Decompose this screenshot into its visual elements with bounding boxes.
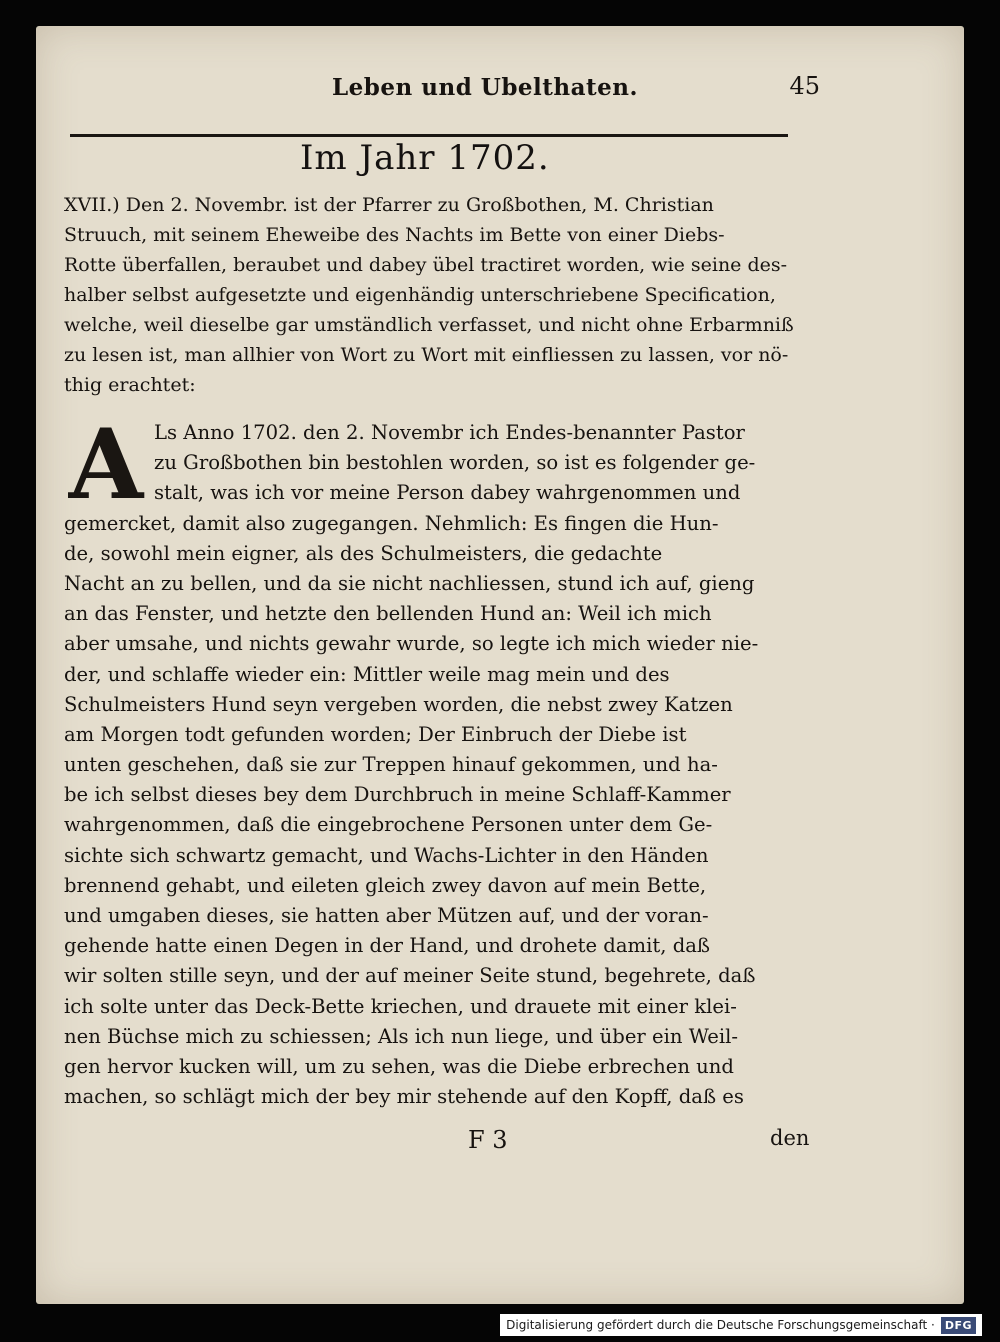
drop-cap: A <box>68 408 144 521</box>
text-line: be ich selbst dieses bey dem Durchbruch in meine Schlaff-Kammer <box>64 783 731 807</box>
text-line: und umgaben dieses, sie hatten aber Mützen auf, und der voran- <box>64 904 709 927</box>
text-line: gen hervor kucken will, um zu sehen, was die Diebe erbrechen und <box>64 1054 734 1078</box>
text-line: de, sowohl mein eigner, als des Schulmeisters, die gedachte <box>64 541 663 565</box>
text-line: an das Fenster, und hetzte den bellenden Hund an: Weil ich mich <box>64 602 712 626</box>
running-title: Leben und Ubelthaten. <box>332 74 639 101</box>
digitization-credit <box>500 1314 982 1336</box>
header-rule <box>70 134 788 137</box>
text-line: XVII.) Den 2. Novembr. ist der Pfarrer zu Großbothen, M. Christian <box>64 194 714 216</box>
letter-paragraph <box>64 418 828 1112</box>
text-line: sichte sich schwartz gemacht, und Wachs-Lichter in den Händen <box>64 843 709 867</box>
page-number: 45 <box>789 72 820 100</box>
text-line: welche, weil dieselbe gar umständlich verfasset, und nicht ohne Erbarmniß <box>64 314 794 336</box>
catchword: den <box>770 1126 810 1150</box>
signature-mark: F 3 <box>468 1126 508 1154</box>
text-line: Rotte überfallen, beraubet und dabey übel tractiret worden, wie seine des- <box>64 254 788 276</box>
text-line: brennend gehabt, und eileten gleich zwey davon auf mein Bette, <box>64 873 707 897</box>
intro-paragraph <box>64 190 828 400</box>
running-head <box>60 66 820 106</box>
text-line: der, und schlaffe wieder ein: Mittler weile mag mein und des <box>64 662 670 686</box>
text-line: gehende hatte einen Degen in der Hand, und drohete damit, daß <box>64 934 711 958</box>
text-line: Struuch, mit seinem Eheweibe des Nachts im Bette von einer Diebs- <box>64 224 725 246</box>
text-line: zu Großbothen bin bestohlen worden, so ist es folgender ge- <box>154 451 756 475</box>
text-line: aber umsahe, und nichts gewahr wurde, so legte ich mich wieder nie- <box>64 632 759 656</box>
text-line: gemercket, damit also zugegangen. Nehmlich: Es fingen die Hun- <box>64 511 719 535</box>
text-line: thig erachtet: <box>64 374 196 396</box>
text-line: wahrgenommen, daß die eingebrochene Personen unter dem Ge- <box>64 813 713 837</box>
text-line: halber selbst aufgesetzte und eigenhändig unterschriebene Specification, <box>64 284 776 306</box>
text-line: Nacht an zu bellen, und da sie nicht nachliessen, stund ich auf, gieng <box>64 571 755 595</box>
text-line: wir solten stille seyn, und der auf meiner Seite stund, begehrete, daß <box>64 964 756 988</box>
text-line: Schulmeisters Hund seyn vergeben worden, die nebst zwey Katzen <box>64 692 733 716</box>
text-line: nen Büchse mich zu schiessen; Als ich nun liege, und über ein Weil- <box>64 1024 739 1048</box>
credit-text: Digitalisierung gefördert durch die Deutsche Forschungsgemeinschaft · <box>506 1318 935 1332</box>
text-line: Ls Anno 1702. den 2. Novembr ich Endes-benannter Pastor <box>154 421 745 444</box>
text-line: unten geschehen, daß sie zur Treppen hinauf gekommen, und ha- <box>64 753 718 777</box>
section-heading: Im Jahr 1702. <box>300 138 550 178</box>
text-line: stalt, was ich vor meine Person dabey wahrgenommen und <box>154 481 741 505</box>
dfg-logo-icon: DFG <box>941 1317 976 1334</box>
text-line: am Morgen todt gefunden worden; Der Einbruch der Diebe ist <box>64 722 687 746</box>
text-line: machen, so schlägt mich der bey mir stehende auf den Kopff, daß es <box>64 1085 744 1109</box>
text-line: zu lesen ist, man allhier von Wort zu Wort mit einfliessen zu lassen, vor nö- <box>64 344 789 366</box>
text-line: ich solte unter das Deck-Bette kriechen, und drauete mit einer klei- <box>64 994 737 1018</box>
